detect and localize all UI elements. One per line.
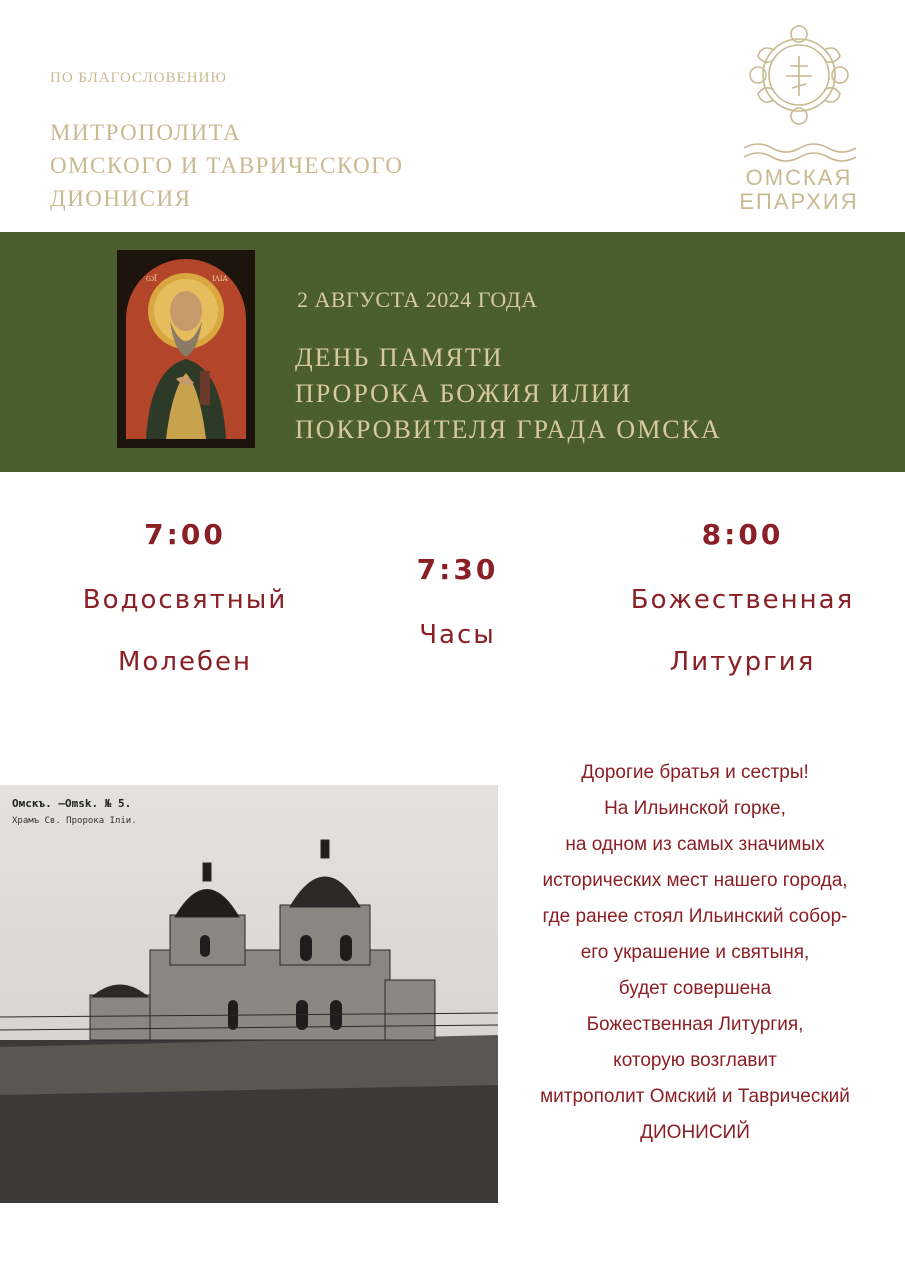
icon-figure: [126, 259, 246, 439]
svg-text:ΙΛΙΑ: ΙΛΙΑ: [212, 275, 228, 283]
service-time: 8:00: [701, 518, 784, 551]
service-name: Молебен: [118, 647, 252, 677]
service-name: Божественная: [630, 585, 855, 615]
message-line: Божественная Литургия,: [586, 1014, 804, 1035]
svg-text:ѠĪ: ѠĪ: [146, 275, 157, 283]
announcement-text: [510, 755, 880, 1151]
eparchy-name-line2: ЕПАРХИЯ: [739, 189, 859, 214]
message-line: ДИОНИСИЙ: [640, 1122, 750, 1143]
metropolitan-line: ДИОНИСИЯ: [50, 186, 192, 211]
feast-banner: [0, 232, 905, 472]
feast-title-line: ПРОРОКА БОЖИЯ ИЛИИ: [295, 379, 633, 408]
service-blessing-water: [60, 518, 310, 693]
metropolitan-line: МИТРОПОЛИТА: [50, 120, 242, 145]
message-line: На Ильинской горке,: [604, 798, 786, 819]
historic-church-photo: [0, 785, 498, 1203]
message-line: исторических мест нашего города,: [542, 870, 848, 891]
service-hours: [360, 553, 555, 666]
photo-caption: Омскъ. —Omsk. № 5.: [12, 797, 132, 810]
service-name: Литургия: [669, 647, 816, 677]
message-line: будет совершена: [618, 978, 772, 999]
feast-title-line: ПОКРОВИТЕЛЯ ГРАДА ОМСКА: [295, 415, 722, 444]
service-time: 7:00: [144, 518, 226, 551]
feast-title: [295, 340, 722, 448]
blessing-label: ПО БЛАГОСЛОВЕНИЮ: [50, 70, 227, 86]
message-line: его украшение и святыня,: [580, 942, 810, 963]
feast-date: 2 АВГУСТА 2024 ГОДА: [297, 287, 538, 312]
service-liturgy: [600, 518, 885, 693]
service-name: Часы: [419, 620, 496, 650]
photo-subcaption: Храмъ Св. Пророка Іліи.: [12, 816, 137, 826]
metropolitan-line: ОМСКОГО И ТАВРИЧЕСКОГО: [50, 153, 404, 178]
eparchy-emblem-icon: [734, 20, 864, 165]
prophet-elijah-icon: [117, 250, 255, 448]
church-photo-drawing: [0, 785, 498, 1203]
service-time: 7:30: [416, 553, 499, 586]
eparchy-name: [734, 166, 864, 214]
eparchy-logo: [734, 20, 864, 220]
icon-painting: [126, 259, 246, 439]
service-name: Водосвятный: [82, 585, 288, 615]
feast-title-line: ДЕНЬ ПАМЯТИ: [295, 343, 504, 372]
message-line: где ранее стоял Ильинский собор-: [542, 906, 848, 927]
header: [0, 0, 905, 232]
message-line: на одном из самых значимых: [565, 834, 825, 855]
eparchy-name-line1: ОМСКАЯ: [745, 165, 853, 190]
message-line: митрополит Омский и Таврический: [540, 1086, 850, 1107]
metropolitan-name: [50, 116, 404, 215]
message-line: которую возглавит: [613, 1050, 777, 1071]
message-line: Дорогие братья и сестры!: [581, 762, 809, 783]
